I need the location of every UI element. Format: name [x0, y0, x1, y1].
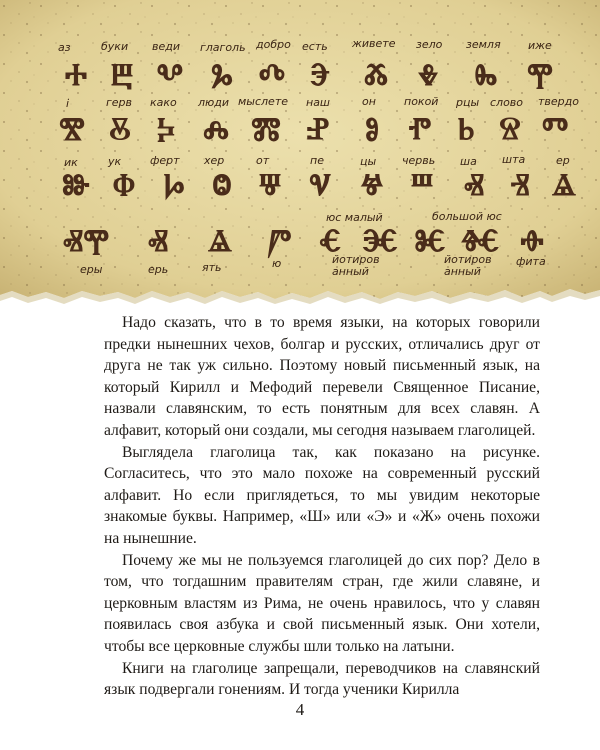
glyph-er-soft: Ⱏ: [147, 223, 169, 259]
label-pe: пе: [310, 154, 324, 167]
glyph-myslete: Ⰿ: [251, 111, 281, 147]
glyph-fert: Ⱈ: [163, 167, 185, 203]
label-yat: ять: [202, 261, 222, 274]
glyph-zhivete: Ⰶ: [364, 57, 388, 93]
label-vedi: веди: [152, 40, 181, 53]
glyph-yat: Ⱑ: [208, 223, 232, 259]
label-dobro: добро: [256, 38, 291, 51]
glyph-dobro: Ⰴ: [258, 57, 286, 93]
label-shta: шта: [502, 153, 526, 166]
glyph-buki: Ⰱ: [110, 57, 134, 93]
glyph-sha: Ⱏ: [463, 167, 485, 203]
glyph-yus-maly: Ⱔ: [319, 223, 341, 259]
glyph-nash: Ⱀ: [306, 111, 330, 147]
label-er-soft: ерь: [148, 263, 169, 276]
label-az: аз: [58, 41, 71, 54]
glyph-ery: ⰟⰉ: [62, 223, 110, 259]
label-iotated-1: йотированный: [332, 253, 380, 278]
label-bolshoy-yus: большой юс: [432, 210, 502, 223]
glyph-on: Ⱁ: [364, 111, 380, 147]
paragraph-1: Надо сказать, что в то время языки, на которых говорили предки нынешних чехов, болгар и русских, отличались друг от друга не так уж сильно. Поэтому новый письменный язык, на который Кирилл и Мефодий перевели Священное Писание, назвали славянским, то есть понятным для всех славян. А алфавит, который они создали, мы сегодня называем глаголицей.: [104, 314, 540, 439]
glyph-gerv: Ⰻ: [109, 111, 131, 147]
glyph-ot: Ⱋ: [258, 167, 282, 203]
label-tsy: цы: [360, 155, 377, 168]
paragraph-4: Книги на глаголице запрещали, переводчиков на славянский язык подвергали гонениям. И тогда ученики Кирилла: [104, 659, 540, 699]
glagolitic-alphabet-illustration: [0, 0, 600, 305]
label-lyudi: люди: [198, 96, 230, 109]
label-ot: от: [256, 154, 270, 167]
label-yu: ю: [272, 257, 282, 270]
glyph-shta: Ⱐ: [510, 167, 530, 203]
glyph-vedi: Ⰲ: [156, 57, 184, 93]
glyph-yu: Ⱓ: [268, 223, 292, 259]
glyph-bolshoy-yus-iotated: Ⱙ: [460, 223, 500, 259]
paragraph-3: Почему же мы не пользуемся глаголицей до сих пор? Дело в том, что тогдашним правителям стран, где жили славяне, и церковным властям из Рима, не очень нравилось, что у славян появилась своя азбука и свой письменный язык. Они хотели, чтобы все церковные службы шли только на латыни.: [104, 551, 540, 655]
glyph-pokoy: Ⱂ: [408, 111, 432, 147]
glyph-ik: Ⱆ: [62, 167, 90, 203]
body-text: [104, 312, 540, 701]
glyph-izhe: Ⰹ: [527, 57, 553, 93]
glyph-rtsy: Ⱃ: [457, 111, 475, 147]
glyph-pe: Ⱌ: [309, 167, 331, 203]
label-kako: како: [150, 96, 177, 109]
label-i: і: [66, 97, 70, 110]
page-number: 4: [295, 700, 305, 719]
label-on: он: [362, 95, 376, 108]
label-ik: ик: [64, 156, 78, 169]
label-est: есть: [302, 40, 328, 53]
glyph-est: Ⰵ: [310, 57, 330, 93]
glyph-fita: Ⱚ: [520, 223, 544, 259]
label-yus-maly: юс малый: [326, 211, 383, 224]
glyph-tverdo: Ⱅ: [542, 111, 568, 147]
glyph-kher: Ⱉ: [212, 167, 232, 203]
label-tverdo: твердо: [538, 95, 579, 108]
label-izhe: иже: [528, 39, 552, 52]
paragraph-2: Выглядела глаголица так, как показано на рисунке. Согласитесь, что это мало похоже на современный русский алфавит. Но если приглядеться, то мы увидим некоторые знакомые буквы. Например, «Ш» или «Э» и «Ж» очень похожи на нынешние.: [104, 443, 540, 547]
label-gerv: герв: [106, 96, 133, 109]
glyph-lyudi: Ⰾ: [203, 111, 229, 147]
label-ery: еры: [80, 263, 103, 276]
label-zelo: зело: [416, 38, 443, 51]
label-fita: фита: [516, 255, 546, 268]
label-er: ер: [556, 154, 570, 167]
glyph-bolshoy-yus: Ⱘ: [414, 223, 446, 259]
label-iotated-2: йотированный: [444, 253, 492, 278]
label-buki: буки: [101, 40, 129, 53]
label-pokoy: покой: [404, 95, 439, 108]
glyph-slovo: Ⱄ: [499, 111, 521, 147]
glyph-cherv: Ⱎ: [410, 167, 434, 203]
glyph-yus-maly-iotated: Ⱗ: [362, 223, 398, 259]
label-kher: хер: [204, 154, 225, 167]
glyph-er: Ⱑ: [552, 167, 576, 203]
label-sha: ша: [460, 155, 477, 168]
glyph-kako: Ⰽ: [157, 111, 175, 147]
label-zhivete: живете: [352, 37, 396, 50]
glyph-uk: Ⱇ: [112, 167, 136, 203]
label-myslete: мыслете: [238, 95, 289, 108]
label-fert: ферт: [150, 154, 180, 167]
label-glagol: глаголь: [200, 41, 246, 54]
label-cherv: червь: [402, 154, 436, 167]
glyph-tsy: Ⱍ: [360, 167, 384, 203]
glyph-az: Ⰰ: [64, 57, 88, 93]
label-rtsy: рцы: [456, 96, 480, 109]
label-zemlya: земля: [466, 38, 501, 51]
glyph-zelo: Ⰷ: [417, 57, 439, 93]
label-nash: наш: [306, 96, 330, 109]
label-uk: ук: [108, 155, 122, 168]
glyph-glagol: Ⰳ: [211, 57, 233, 93]
glyph-zemlya: Ⰸ: [474, 57, 498, 93]
glyph-i: Ⰺ: [59, 111, 85, 147]
label-slovo: слово: [490, 96, 524, 109]
